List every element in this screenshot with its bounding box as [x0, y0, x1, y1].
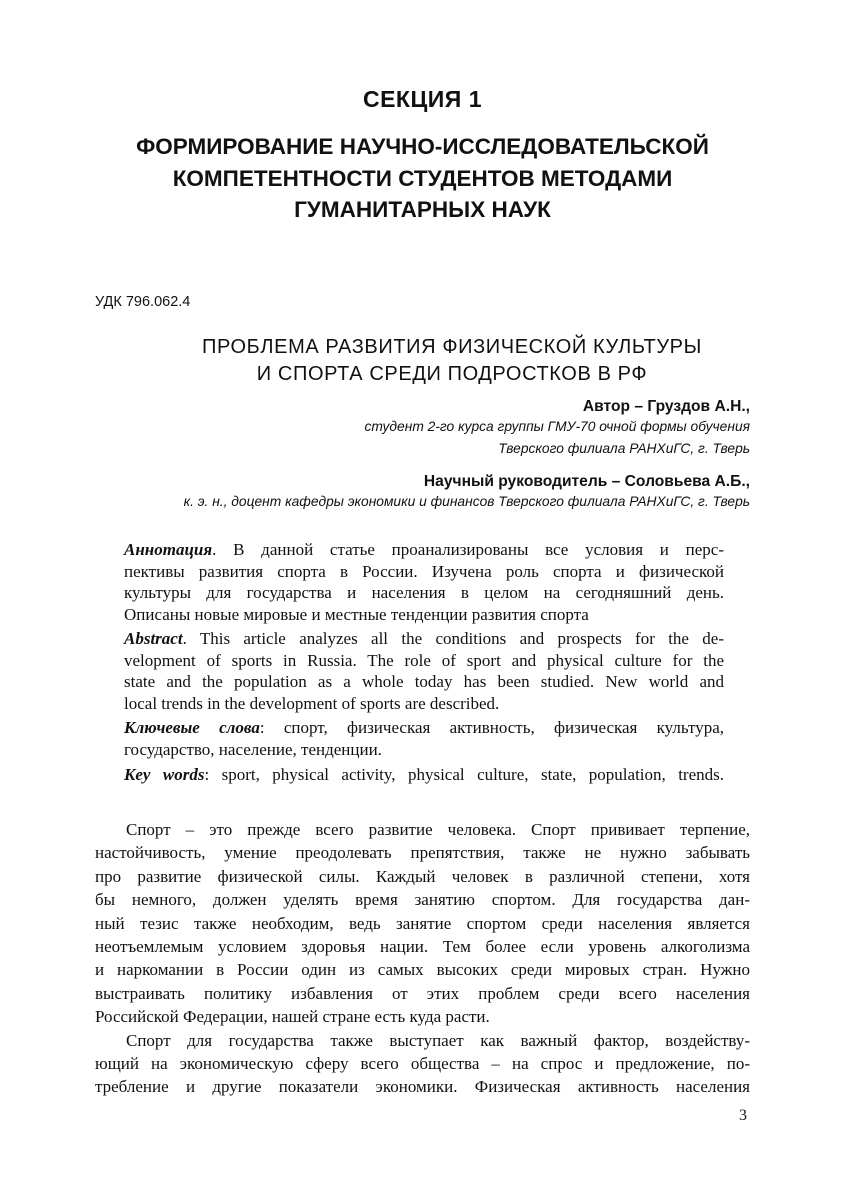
author-affiliation-line: Тверского филиала РАНХиГС, г. Тверь: [498, 441, 750, 456]
body-line: выстраивать политику избавления от этих проблем среди всего населения: [95, 983, 750, 1003]
supervisor-name: Научный руководитель – Соловьева А.Б.,: [423, 473, 750, 490]
body-line: и наркомании в России один из самых высоких среди мировых стран. Нужно: [95, 960, 750, 980]
abstract-ru-label: Аннотация: [124, 540, 213, 559]
body-line: неотъемлемым условием здоровья нации. Тем более если уровень алкоголизма: [95, 937, 750, 957]
abstract-ru-line: культуры для государства и населения в целом на сегодняшний день.: [124, 583, 724, 602]
body-line: ющий на экономическую сферу всего общества – на спрос и предложение, по-: [95, 1054, 750, 1074]
body-line: Спорт – это прежде всего развитие человека. Спорт прививает терпение,: [126, 820, 750, 839]
body-text: [95, 818, 750, 1099]
keywords-en: [124, 764, 724, 786]
article-title-line: И СПОРТА СРЕДИ ПОДРОСТКОВ В РФ: [256, 363, 648, 385]
article-title: [60, 334, 844, 388]
keywords-ru: [124, 717, 724, 760]
author-affiliation-line: студент 2-го курса группы ГМУ-70 очной формы обучения: [364, 419, 750, 434]
section-subtitle-line: ФОРМИРОВАНИЕ НАУЧНО-ИССЛЕДОВАТЕЛЬСКОЙ: [136, 134, 709, 159]
body-line: Российской Федерации, нашей стране есть куда расти.: [95, 1007, 490, 1027]
author-block: [60, 398, 750, 460]
abstract-ru-line: Описаны новые мировые и местные тенденции развития спорта: [124, 604, 589, 624]
abstract-en-line: state and the population as a whole today has been studied. New world and: [124, 672, 724, 691]
abstract-en-text: . This article analyzes all the conditions and prospects for the de-: [182, 629, 724, 648]
page-number: 3: [739, 1107, 747, 1124]
keywords-en-line: [124, 764, 724, 786]
body-line: настойчивость, умение преодолевать препятствия, также не нужно забывать: [95, 843, 750, 863]
abstract-ru-text: . В данной статье проанализированы все условия и перс-: [212, 540, 724, 559]
section-subtitle-line: ГУМАНИТАРНЫХ НАУК: [294, 197, 551, 222]
keywords-ru-line: государство, население, тенденции.: [124, 739, 382, 759]
keywords-en-text: : sport, physical activity, physical culture, state, population, trends.: [204, 765, 725, 784]
keywords-ru-text: : спорт, физическая активность, физическая культура,: [259, 718, 725, 737]
keywords-ru-line: [124, 717, 724, 739]
supervisor-block: [60, 473, 750, 513]
section-subtitle-line: КОМПЕТЕНТНОСТИ СТУДЕНТОВ МЕТОДАМИ: [172, 165, 673, 191]
body-line: про развитие физической силы. Каждый человек в различной степени, хотя: [95, 866, 750, 886]
abstract-en-line: velopment of sports in Russia. The role of sport and physical culture for the: [124, 650, 724, 670]
abstract-ru: [124, 539, 724, 625]
abstract-en-label: Abstract: [124, 629, 183, 648]
keywords-ru-label: Ключевые слова: [124, 718, 260, 737]
body-line: бы немного, должен уделять время занятию спортом. Для государства дан-: [95, 890, 750, 910]
section-subtitle: [60, 131, 785, 226]
udk-code: УДК 796.062.4: [95, 294, 191, 310]
body-line: требление и другие показатели экономики. Физическая активность населения: [95, 1077, 750, 1097]
abstract-en-line: local trends in the development of sports are described.: [124, 693, 500, 713]
keywords-en-label: Key words: [124, 765, 205, 784]
supervisor-affiliation-line: к. э. н., доцент кафедры экономики и финансов Тверского филиала РАНХиГС, г. Тверь: [183, 494, 750, 509]
abstract-ru-line: [124, 539, 724, 561]
abstract-ru-line: пективы развития спорта в России. Изучена роль спорта и физической: [124, 561, 724, 581]
abstract-en-line: [124, 628, 724, 650]
abstract-en: [124, 628, 724, 714]
body-line: Спорт для государства также выступает как важный фактор, воздейству-: [126, 1030, 750, 1050]
author-name: Автор – Груздов А.Н.,: [582, 398, 750, 415]
article-title-line: ПРОБЛЕМА РАЗВИТИЯ ФИЗИЧЕСКОЙ КУЛЬТУРЫ: [202, 336, 702, 358]
section-title: СЕКЦИЯ 1: [362, 86, 483, 112]
body-line: ный тезис также необходим, ведь занятие спортом среди населения является: [95, 913, 750, 933]
